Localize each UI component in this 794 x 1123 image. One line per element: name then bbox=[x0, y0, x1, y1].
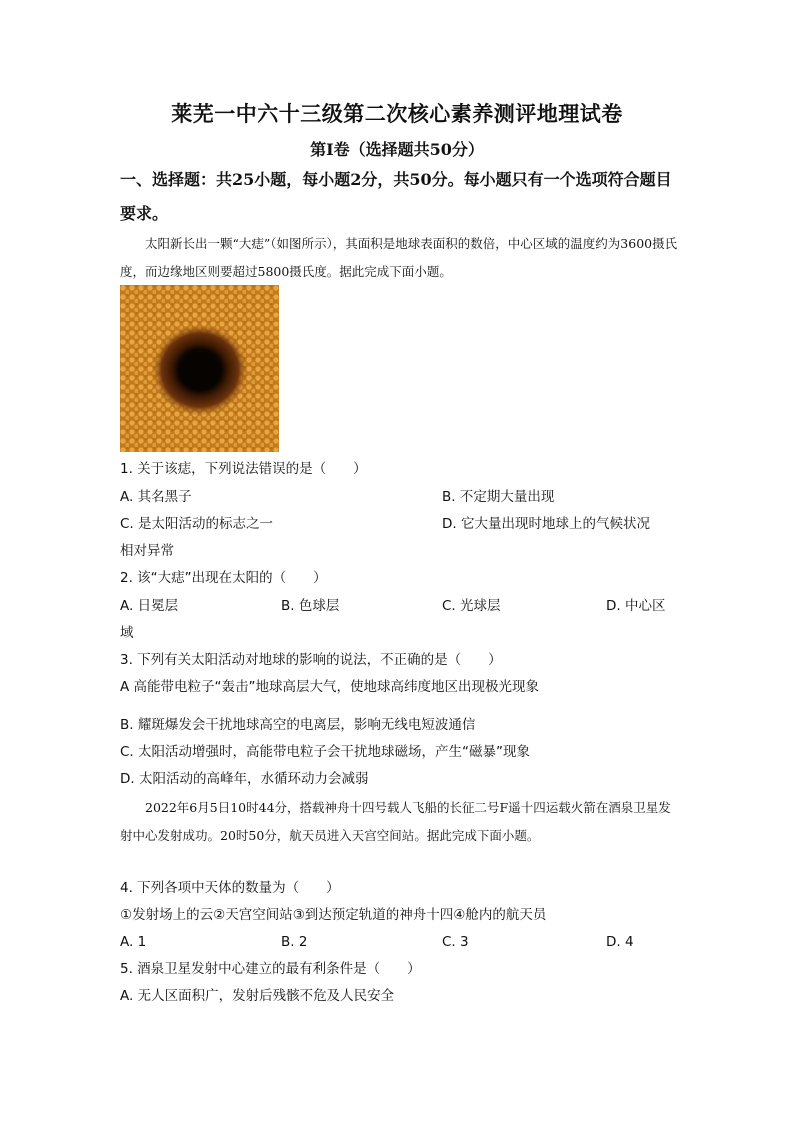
option-a: A. 无人区面积广，发射后残骸不危及人民安全 bbox=[120, 988, 395, 1004]
option-a: A. 日冕层 bbox=[120, 598, 179, 614]
option-d: D. 它大量出现时地球上的气候状况 bbox=[442, 516, 650, 532]
question-4-items: ①发射场上的云②天宫空间站③到达预定轨道的神舟十四④舱内的航天员 bbox=[120, 907, 547, 923]
option-a: A 高能带电粒子“轰击”地球高层大气，使地球高纬度地区出现极光现象 bbox=[120, 679, 540, 695]
question-1-stem: 1. 关于该痣，下列说法错误的是（ ） bbox=[120, 461, 367, 477]
section-heading: 一、选择题：共25小题，每小题2分，共50分。每小题只有一个选项符合题目要求。 bbox=[120, 170, 672, 223]
passage-intro-launch: 2022年6月5日10时44分，搭载神舟十四号载人飞船的长征二号F遥十四运载火箭在酒泉卫星发射中心发射成功。20时50分，航天员进入天宫空间站。据此完成下面小题。 bbox=[120, 800, 671, 843]
option-d: D. 太阳活动的高峰年，水循环动力会减弱 bbox=[120, 771, 369, 787]
question-1-options-row1 bbox=[120, 484, 680, 511]
option-d: D. 中心区 bbox=[606, 598, 666, 614]
question-1-options-row2 bbox=[120, 511, 680, 538]
option-b: B. 不定期大量出现 bbox=[442, 489, 555, 505]
question-4-options bbox=[120, 929, 680, 956]
option-d: D. 4 bbox=[606, 934, 634, 950]
question-4-stem: 4. 下列各项中天体的数量为（ ） bbox=[120, 880, 340, 896]
sunspot-image bbox=[120, 285, 279, 452]
option-a: A. 1 bbox=[120, 934, 147, 950]
exam-subtitle: 第Ⅰ卷（选择题共50分） bbox=[310, 140, 484, 159]
option-b: B. 2 bbox=[281, 934, 308, 950]
question-2-stem: 2. 该“大痣”出现在太阳的（ ） bbox=[120, 570, 327, 586]
option-d-continuation: 域 bbox=[120, 625, 134, 641]
question-3-stem: 3. 下列有关太阳活动对地球的影响的说法，不正确的是（ ） bbox=[120, 652, 502, 668]
option-b: B. 耀斑爆发会干扰地球高空的电离层，影响无线电短波通信 bbox=[120, 717, 476, 733]
option-b: B. 色球层 bbox=[281, 598, 340, 614]
question-2-options bbox=[120, 593, 680, 620]
question-5-stem: 5. 酒泉卫星发射中心建立的最有利条件是（ ） bbox=[120, 961, 421, 977]
option-c: C. 光球层 bbox=[442, 598, 501, 614]
option-c: C. 是太阳活动的标志之一 bbox=[120, 516, 274, 532]
option-d-continuation: 相对异常 bbox=[120, 543, 174, 559]
passage-intro-sunspot: 太阳新长出一颗“大痣”（如图所示），其面积是地球表面积的数倍，中心区域的温度约为3600摄氏度，而边缘地区则要超过5800摄氏度。据此完成下面小题。 bbox=[120, 236, 678, 279]
option-a: A. 其名黑子 bbox=[120, 489, 192, 505]
exam-title: 莱芜一中六十三级第二次核心素养测评地理试卷 bbox=[171, 101, 623, 126]
option-c: C. 太阳活动增强时，高能带电粒子会干扰地球磁场，产生“磁暴”现象 bbox=[120, 744, 530, 760]
option-c: C. 3 bbox=[442, 934, 469, 950]
